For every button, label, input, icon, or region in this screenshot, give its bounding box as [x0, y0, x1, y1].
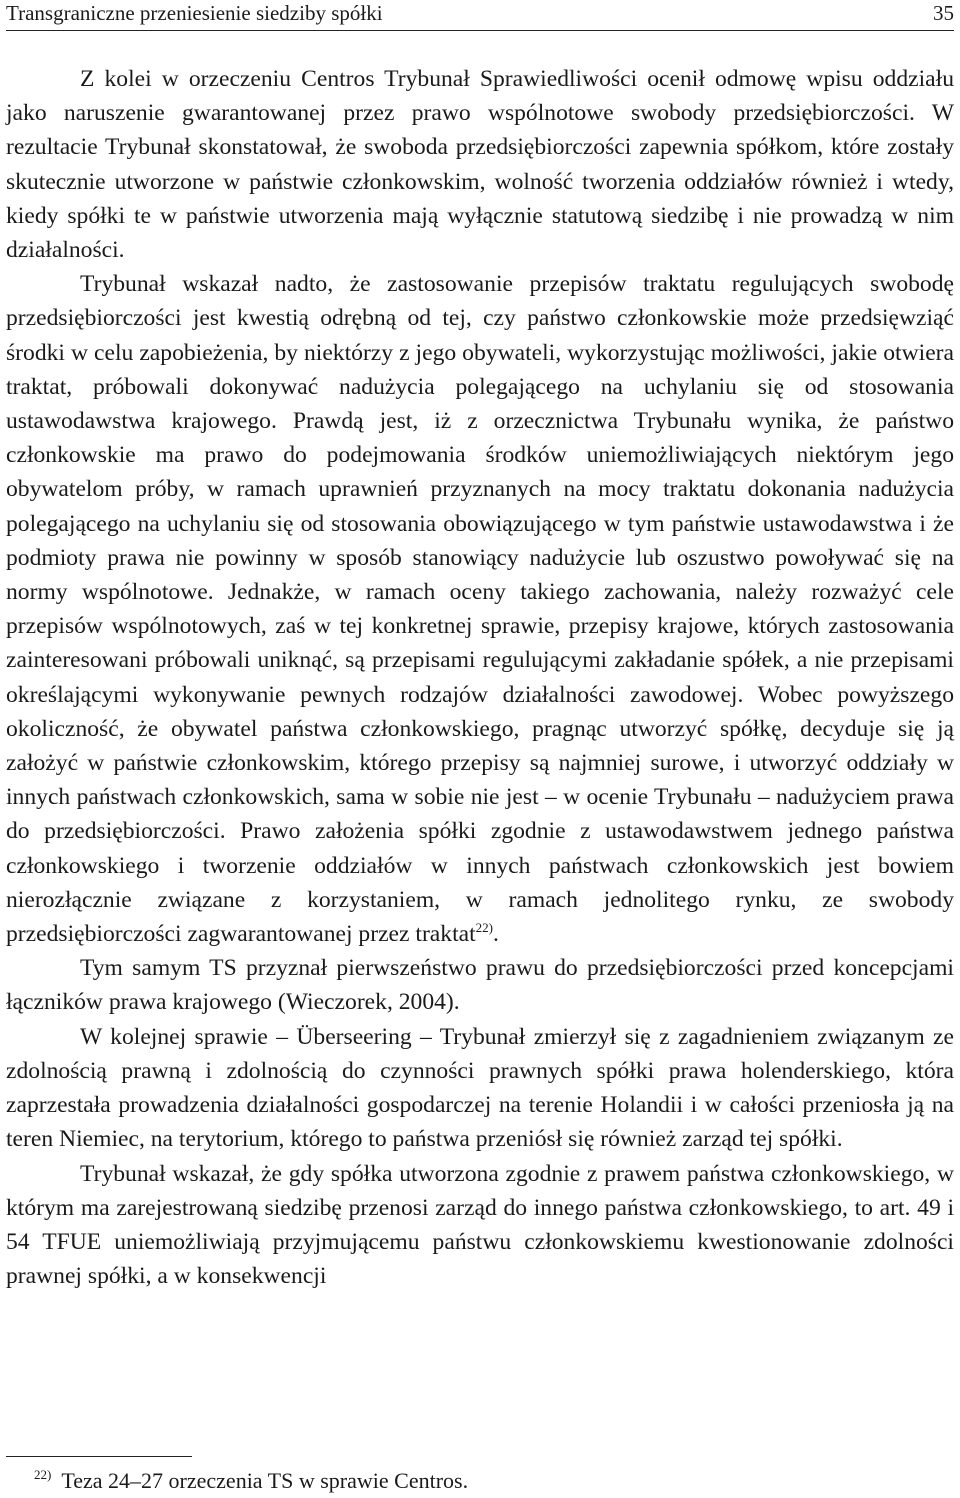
paragraph-abuse-of-law-text: Trybunał wskazał nadto, że zastosowanie przepisów traktatu regulujących swobodę przedsiębiorczości jest kwestią odrębną od tej, czy państwo członkowskie może przedsięwziąć środki w celu zapobieżenia, by niektórzy z jego obywateli, wykorzystując możliwości, jakie otwiera traktat, próbowali dokonywać nadużycia polegającego na uchylaniu się od stosowania ustawodawstwa krajowego. Prawdą jest, iż z orzecznictwa Trybunału wynika, że państwo członkowskie ma prawo do podejmowania środków uniemożliwiających niektórym jego obywatelom próby, w ramach uprawnień przyznanych na mocy traktatu dokonania nadużycia polegającego na uchylaniu się od stosowania obowiązującego w tym państwie ustawodawstwa i że podmioty prawa nie powinny w sposób stanowiący nadużycie lub oszustwo powoływać się na normy wspólnotowe. Jednakże, w ramach oceny takiego zachowania, należy rozważyć cele przepisów wspólnotowych, zaś w tej konkretnej sprawie, przepisy krajowe, których zastosowania zainteresowani próbowali uniknąć, są przepisami regulującymi zakładanie spółek, a nie przepisami określającymi wykonywanie pewnych rodzajów działalności zawodowej. Wobec powyższego okoliczność, że obywatel państwa członkowskiego, pragnąc utworzyć spółkę, decyduje się ją założyć w państwie członkowskim, którego przepisy są najmniej surowe, i utworzyć oddziały w innych państwach członkowskich, sama w sobie nie jest – w ocenie Trybunału – nadużyciem prawa do przedsiębiorczości. Prawo założenia spółki zgodnie z ustawodawstwem jednego państwa członkowskiego i tworzenie oddziałów w innych państwach członkowskich jest bowiem nierozłącznie związane z korzystaniem, w ramach jednolitego rynku, ze swobody przedsiębiorczości zagwarantowanej przez traktat — [6, 271, 954, 948]
page-number: 35 — [933, 1, 954, 25]
paragraph-centros-intro: Z kolei w orzeczeniu Centros Trybunał Sprawiedliwości ocenił odmowę wpisu oddziału jako naruszenie gwarantowanej przez prawo wspólnotowe swobody przedsiębiorczości. W rezultacie Trybunał skonstatował, że swoboda przedsiębiorczości zapewnia spółkom, które zostały skutecznie utworzone w państwie członkowskim, wolność tworzenia oddziałów również i wtedy, kiedy spółki te w państwie utworzenia mają wyłącznie statutową siedzibę i nie prowadzą w nim działalności. — [6, 66, 954, 264]
body-text — [6, 62, 954, 1293]
footnote-text: Teza 24–27 orzeczenia TS w sprawie Centros. — [61, 1468, 469, 1493]
footnote-reference-22[interactable]: 22) — [475, 920, 493, 936]
footnote-separator — [6, 1456, 192, 1457]
running-header — [6, 0, 954, 31]
paragraph-uberseering: W kolejnej sprawie – Überseering – Trybunał zmierzył się z zagadnieniem związanym ze zdolnością prawną i zdolnością do czynności prawnych spółki prawa holenderskiego, która zaprzestała prowadzenia działalności gospodarczej na terenie Holandii i w całości przeniosła ją na teren Niemiec, na terytorium, którego to państwa przeniósł się również zarząd tej spółki. — [6, 1023, 954, 1153]
paragraph-end-punctuation: . — [493, 921, 499, 948]
paragraph-transfer-of-seat: Trybunał wskazał, że gdy spółka utworzona zgodnie z prawem państwa członkowskiego, w którym ma zarejestrowaną siedzibę przenosi zarząd do innego państwa członkowskiego, to art. 49 i 54 TFUE uniemożliwiają przyjmującemu państwu członkowskiemu kwestionowanie zdolności prawnej spółki, a w konsekwencji — [6, 1160, 954, 1290]
paragraph-precedence: Tym samym TS przyznał pierwszeństwo prawu do przedsiębiorczości przed koncepcjami łączników prawa krajowego (Wieczorek, 2004). — [6, 955, 954, 1016]
running-title: Transgraniczne przeniesienie siedziby spółki — [6, 1, 383, 25]
footnote-mark: 22) — [34, 1467, 52, 1482]
paragraph-abuse-of-law — [6, 267, 954, 951]
footnote-22 — [6, 1467, 469, 1498]
